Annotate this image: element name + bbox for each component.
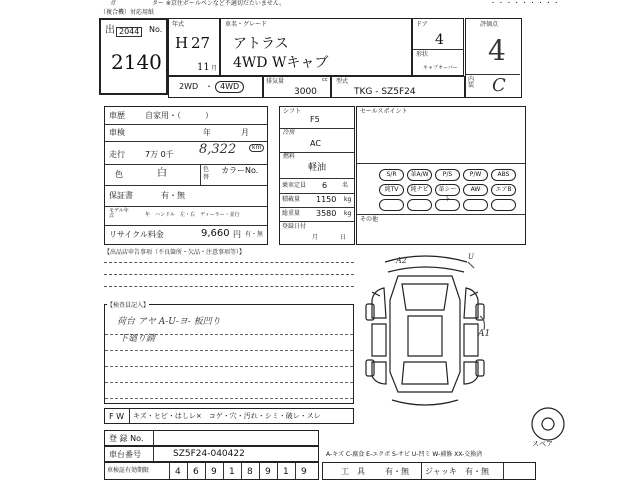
year-month-unit: 月 bbox=[211, 65, 218, 72]
inspection-year-unit: 年 bbox=[203, 128, 211, 137]
year-era: H bbox=[175, 34, 189, 52]
year-month: 11 bbox=[197, 62, 210, 73]
registration-label: 登 録 No. bbox=[109, 434, 144, 443]
score-label: 評価点 bbox=[480, 21, 499, 28]
expiry-digit: 8 bbox=[247, 467, 253, 477]
ac-value: AC bbox=[310, 139, 321, 148]
inspection-expiry-label: 車検証有効期限 bbox=[107, 467, 150, 474]
recycle-value: 9,660 bbox=[201, 228, 230, 239]
shift-label: シフト bbox=[283, 108, 302, 115]
lot-number: 2140 bbox=[111, 50, 162, 74]
shift-value: F5 bbox=[310, 115, 320, 124]
warranty-label: 保証書 bbox=[109, 191, 133, 200]
displacement-box bbox=[263, 76, 331, 98]
inspector-box bbox=[104, 304, 354, 404]
interior-value: C bbox=[492, 75, 506, 96]
fuel-label: 燃料 bbox=[283, 153, 296, 160]
displacement-value: 3000 bbox=[294, 87, 317, 97]
lot-sub-number: 2044 bbox=[116, 27, 142, 37]
reg-date-day: 日 bbox=[340, 234, 347, 241]
equipment-option bbox=[379, 199, 404, 211]
equipment-option bbox=[435, 199, 460, 211]
capacity-value: 6 bbox=[322, 181, 328, 190]
interior-label: 内装 bbox=[468, 76, 475, 89]
model-year-label: モデル年式 bbox=[109, 208, 129, 219]
spare-label: スペア bbox=[532, 440, 553, 448]
expiry-digit: 9 bbox=[265, 467, 271, 477]
chassis-value: SZ5F24-040422 bbox=[173, 449, 245, 459]
top-right-note: ・ ・ ・ ・ ・ ・ ・ ・ ・ bbox=[490, 0, 560, 7]
displacement-label: 排気量 bbox=[266, 78, 285, 85]
gross-weight-label: 総重量 bbox=[282, 210, 301, 217]
registration-row bbox=[104, 430, 319, 446]
doors-box bbox=[412, 18, 464, 76]
body-type-value: キャブオーバー bbox=[423, 65, 458, 71]
equipment-option: ABS bbox=[491, 169, 516, 181]
inspector-label: 【検査員記入】 bbox=[107, 302, 150, 309]
sales-block bbox=[356, 106, 526, 245]
year-value: 27 bbox=[191, 34, 211, 52]
score-box bbox=[465, 18, 522, 98]
equipment-option: 革A/W bbox=[407, 169, 432, 181]
chassis-label: 車台番号 bbox=[109, 450, 141, 459]
lot-label: No. bbox=[149, 25, 163, 34]
year-box bbox=[168, 18, 220, 76]
diagram-note-a1: A1 bbox=[478, 329, 491, 339]
color-value: 白 bbox=[157, 168, 167, 179]
other-label: その他 bbox=[360, 216, 379, 223]
expiry-digit: 4 bbox=[175, 467, 181, 477]
inspection-expiry-row bbox=[104, 462, 319, 480]
equipment-option bbox=[463, 199, 488, 211]
score-value: 4 bbox=[488, 34, 506, 67]
tools-label: 工 具 bbox=[341, 467, 365, 476]
equipment-option: S/R bbox=[379, 169, 404, 181]
model-code-box bbox=[331, 76, 465, 98]
mileage-value: 7万 0千 bbox=[145, 150, 174, 159]
diagram-note-u: U bbox=[468, 253, 474, 261]
expiry-digit: 9 bbox=[211, 467, 217, 477]
equipment-option: エアB bbox=[491, 184, 516, 196]
inspector-note-2: 下廻り錆 bbox=[119, 334, 156, 344]
expiry-digit: 1 bbox=[283, 467, 289, 477]
load-label: 積載量 bbox=[282, 196, 301, 203]
vehicle-type-label: 車歴 bbox=[109, 111, 125, 120]
color-change-label: 色替 bbox=[203, 166, 210, 181]
mileage-label: 走行 bbox=[109, 150, 125, 159]
tools-jack-row bbox=[322, 462, 536, 480]
recycle-yes-no: 有・無 bbox=[245, 231, 264, 238]
recycle-unit: 円 bbox=[233, 230, 241, 239]
color-no-label: カラーNo. bbox=[221, 166, 259, 175]
top-note: ガ ター ※京住ボールペンなど不適切だたいません。 bbox=[110, 0, 286, 7]
doors-value: 4 bbox=[435, 32, 444, 48]
expiry-digit: 9 bbox=[301, 467, 307, 477]
equipment-option bbox=[407, 199, 432, 211]
damage-row-items: キズ・ヒビ・はしレ× コゲ・穴・汚れ・シミ・破レ・スレ bbox=[133, 412, 321, 420]
displacement-unit: cc bbox=[322, 77, 328, 83]
model-box bbox=[220, 18, 412, 76]
model-label: 車名・グレード bbox=[225, 21, 268, 28]
equipment-option: 革シート bbox=[435, 184, 460, 196]
drive-box: 2WD ・ 4WD bbox=[168, 76, 263, 98]
model-grade: 4WD Wキャブ bbox=[233, 55, 329, 71]
expiry-digit: 1 bbox=[229, 467, 235, 477]
color-label: 色 bbox=[115, 170, 123, 179]
drive-4wd: 4WD bbox=[215, 81, 244, 93]
jack-value: 有・無 bbox=[465, 467, 489, 476]
diagram-note-a2: A2 bbox=[396, 256, 407, 265]
equipment-option: P/S bbox=[435, 169, 460, 181]
gross-weight-value: 3580 bbox=[316, 209, 337, 218]
load-unit: kg bbox=[344, 196, 352, 203]
doors-label: ドア bbox=[416, 21, 428, 28]
lot-label-left: 出 bbox=[105, 25, 115, 36]
inspection-month-unit: 月 bbox=[241, 128, 249, 137]
equipment-option bbox=[491, 199, 516, 211]
jack-label: ジャッキ bbox=[425, 467, 457, 476]
model-code-label: 型式 bbox=[336, 78, 349, 85]
warranty-value: 有・無 bbox=[161, 191, 185, 200]
inspection-label: 車検 bbox=[109, 128, 125, 137]
chassis-row bbox=[104, 446, 319, 462]
equipment-option: P/W bbox=[463, 169, 488, 181]
reg-date-label: 登録日付 bbox=[282, 223, 307, 230]
reg-date-month: 月 bbox=[312, 234, 319, 241]
damage-legend: A-キズ C-腐食 E-エクボ S-サビ U-凹ミ W-補修 XX-交換済 bbox=[326, 451, 483, 458]
mileage-unit: km bbox=[249, 144, 264, 152]
expiry-digit: 6 bbox=[193, 467, 199, 477]
recycle-label: リサイクル料金 bbox=[109, 230, 164, 239]
load-value: 1150 bbox=[316, 195, 337, 204]
equipment-option: 純TV bbox=[379, 184, 404, 196]
tools-value: 有・無 bbox=[385, 467, 409, 476]
equipment-option: 純ナビ bbox=[407, 184, 432, 196]
vehicle-block bbox=[104, 106, 268, 245]
year-label: 年式 bbox=[172, 21, 185, 28]
fuel-value: 軽油 bbox=[308, 163, 327, 173]
mileage-handwritten: 8,322 bbox=[199, 142, 237, 157]
inspector-note-1: 荷台 アヤ A-U-ヨ- 板凹り bbox=[117, 317, 221, 327]
ac-label: 冷房 bbox=[283, 129, 296, 136]
model-code-value: TKG - SZ5F24 bbox=[354, 87, 416, 97]
vehicle-type-value: 自家用・（ ） bbox=[145, 111, 213, 120]
equipment-option: AW bbox=[463, 184, 488, 196]
capacity-unit: 名 bbox=[342, 182, 349, 189]
sales-point-label: セールスポイント bbox=[360, 108, 408, 115]
exhibitor-note-label: 【出品店申告事項（不良箇所・欠品・注意事項等）】 bbox=[104, 249, 246, 256]
capacity-label: 乗車定員 bbox=[282, 182, 307, 189]
body-type-label: 形状 bbox=[416, 51, 429, 58]
multi-form-label: （複合機）対応用紙 bbox=[100, 9, 155, 16]
specs-block bbox=[279, 106, 355, 245]
lot-number-box bbox=[99, 18, 168, 95]
model-name: アトラス bbox=[233, 36, 289, 52]
damage-row-label: F W bbox=[109, 412, 125, 421]
drive-2wd: 2WD bbox=[179, 82, 199, 91]
model-year-options: 年 ハンドル 左・右 ディーラー・並行 bbox=[145, 212, 240, 218]
damage-row bbox=[104, 408, 354, 424]
gross-weight-unit: kg bbox=[344, 210, 352, 217]
